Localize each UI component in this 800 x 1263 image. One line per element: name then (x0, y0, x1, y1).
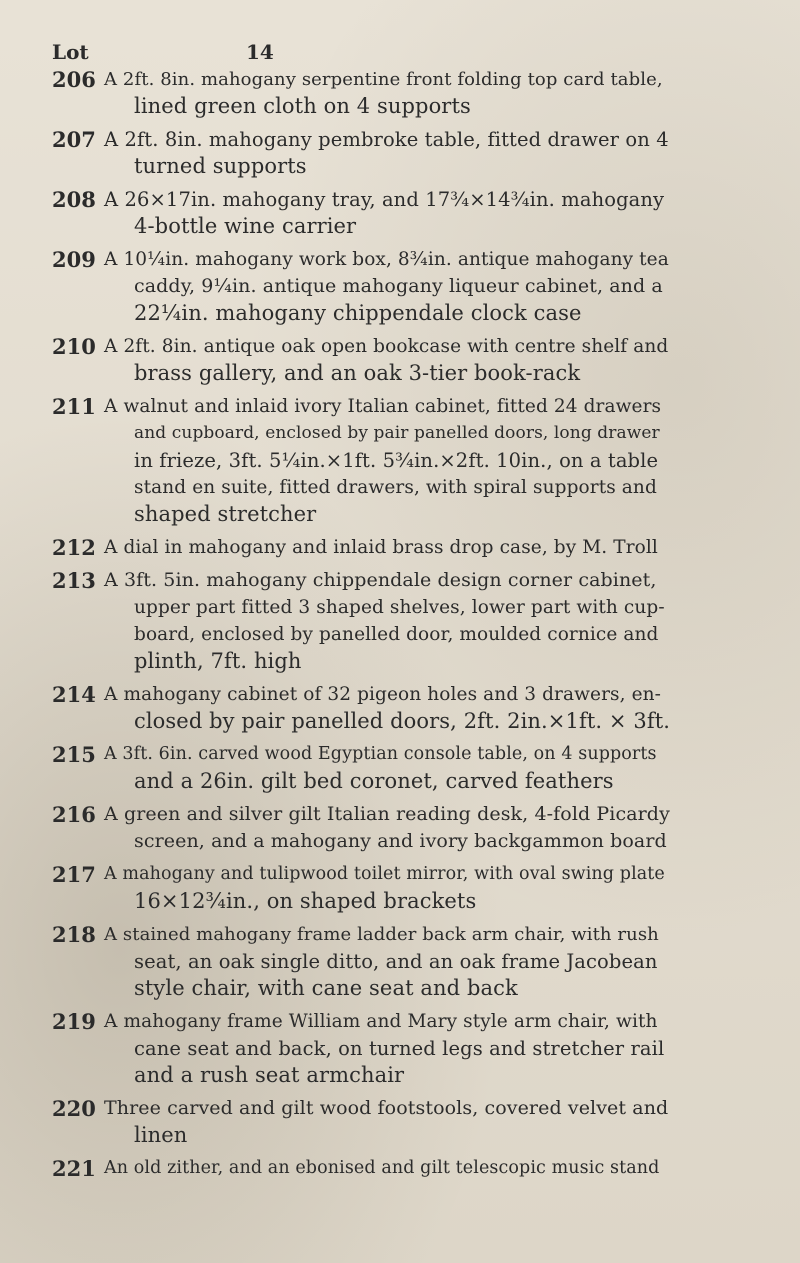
lot-entry (0, 801, 800, 855)
lot-number: 208 (52, 187, 96, 212)
lot-number: 216 (52, 802, 96, 827)
lot-entry (0, 1008, 800, 1089)
description-line: A walnut and inlaid ivory Italian cabinet, fitted 24 drawers (104, 396, 662, 417)
description-line: upper part fitted 3 shaped shelves, lower part with cup- (134, 597, 665, 618)
lot-number: 219 (52, 1009, 96, 1034)
lot-entry (0, 567, 800, 675)
lot-description (104, 534, 670, 561)
lot-column-heading: Lot (52, 40, 89, 64)
page-header (0, 40, 800, 64)
page-number: 14 (246, 40, 274, 64)
description-line: A mahogany frame William and Mary style arm chair, with (104, 1011, 658, 1032)
description-line: A 26×17in. mahogany tray, and 17¾×14¾in. mahogany (104, 188, 665, 211)
lot-list (0, 66, 800, 1188)
description-line: style chair, with cane seat and back (134, 976, 518, 1000)
description-line: An old zither, and an ebonised and gilt telescopic music stand (104, 1158, 660, 1178)
lot-entry (0, 681, 800, 735)
lot-entry (0, 246, 800, 327)
lot-description (104, 681, 670, 735)
lot-entry (0, 126, 800, 180)
lot-number: 207 (52, 127, 96, 152)
lot-entry (0, 741, 800, 795)
lot-number: 213 (52, 568, 96, 593)
lot-description (104, 1155, 670, 1182)
description-line: 16×12¾in., on shaped brackets (134, 889, 477, 913)
description-line: 4-bottle wine carrier (134, 214, 357, 238)
lot-description (104, 66, 670, 120)
description-line: in frieze, 3ft. 5¼in.×1ft. 5¾in.×2ft. 10in., on a table (134, 449, 659, 472)
description-line: shaped stretcher (134, 502, 317, 526)
lot-number: 221 (52, 1156, 96, 1181)
description-line: turned supports (134, 154, 307, 178)
description-line: caddy, 9¼in. antique mahogany liqueur cabinet, and a (134, 275, 663, 297)
lot-number: 210 (52, 334, 96, 359)
lot-entry (0, 1155, 800, 1182)
lot-description (104, 861, 670, 915)
description-line: A stained mahogany frame ladder back arm chair, with rush (104, 924, 659, 945)
description-line: 22¼in. mahogany chippendale clock case (134, 301, 582, 325)
description-line: stand en suite, fitted drawers, with spiral supports and (134, 477, 657, 498)
description-line: and cupboard, enclosed by pair panelled doors, long drawer (134, 423, 660, 443)
description-line: A 2ft. 8in. mahogany pembroke table, fitted drawer on 4 (104, 128, 669, 151)
lot-description (104, 921, 670, 1002)
description-line: plinth, 7ft. high (134, 649, 302, 673)
description-line: brass gallery, and an oak 3-tier book-rack (134, 361, 581, 385)
description-line: A 2ft. 8in. mahogany serpentine front folding top card table, (104, 69, 663, 90)
lot-description (104, 801, 670, 855)
lot-description (104, 393, 670, 528)
description-line: board, enclosed by panelled door, moulded cornice and (134, 624, 659, 645)
description-line: Three carved and gilt wood footstools, covered velvet and (104, 1097, 669, 1119)
lot-description (104, 126, 670, 180)
lot-entry (0, 921, 800, 1002)
lot-number: 209 (52, 247, 96, 272)
description-line: and a 26in. gilt bed coronet, carved feathers (134, 769, 614, 793)
description-line: screen, and a mahogany and ivory backgammon board (134, 830, 667, 852)
lot-number: 220 (52, 1096, 96, 1121)
description-line: cane seat and back, on turned legs and stretcher rail (134, 1037, 665, 1060)
description-line: A 3ft. 5in. mahogany chippendale design corner cabinet, (104, 569, 657, 591)
lot-entry (0, 66, 800, 120)
description-line: closed by pair panelled doors, 2ft. 2in.×1ft. × 3ft. (134, 709, 671, 733)
lot-description (104, 567, 670, 675)
description-line: A mahogany and tulipwood toilet mirror, with oval swing plate (104, 864, 665, 884)
lot-entry (0, 534, 800, 561)
lot-number: 217 (52, 862, 96, 887)
lot-description (104, 333, 670, 387)
lot-number: 211 (52, 394, 96, 419)
description-line: A 3ft. 6in. carved wood Egyptian console table, on 4 supports (104, 744, 657, 764)
lot-entry (0, 393, 800, 528)
lot-number: 218 (52, 922, 96, 947)
lot-entry (0, 861, 800, 915)
description-line: seat, an oak single ditto, and an oak frame Jacobean (134, 950, 658, 973)
lot-entry (0, 333, 800, 387)
description-line: A mahogany cabinet of 32 pigeon holes and 3 drawers, en- (104, 684, 662, 705)
lot-description (104, 741, 670, 795)
lot-description (104, 246, 670, 327)
description-line: and a rush seat armchair (134, 1063, 405, 1087)
lot-number: 214 (52, 682, 96, 707)
lot-number: 212 (52, 535, 96, 560)
description-line: A 10¼in. mahogany work box, 8¾in. antique mahogany tea (104, 249, 669, 270)
lot-description (104, 1095, 670, 1149)
description-line: linen (134, 1123, 188, 1147)
lot-description (104, 1008, 670, 1089)
description-line: A green and silver gilt Italian reading desk, 4-fold Picardy (104, 803, 670, 825)
lot-number: 206 (52, 67, 96, 92)
description-line: lined green cloth on 4 supports (134, 94, 471, 118)
description-line: A 2ft. 8in. antique oak open bookcase with centre shelf and (104, 336, 669, 357)
lot-entry (0, 186, 800, 240)
lot-number: 215 (52, 742, 96, 767)
lot-description (104, 186, 670, 240)
description-line: A dial in mahogany and inlaid brass drop case, by M. Troll (104, 537, 658, 558)
lot-entry (0, 1095, 800, 1149)
